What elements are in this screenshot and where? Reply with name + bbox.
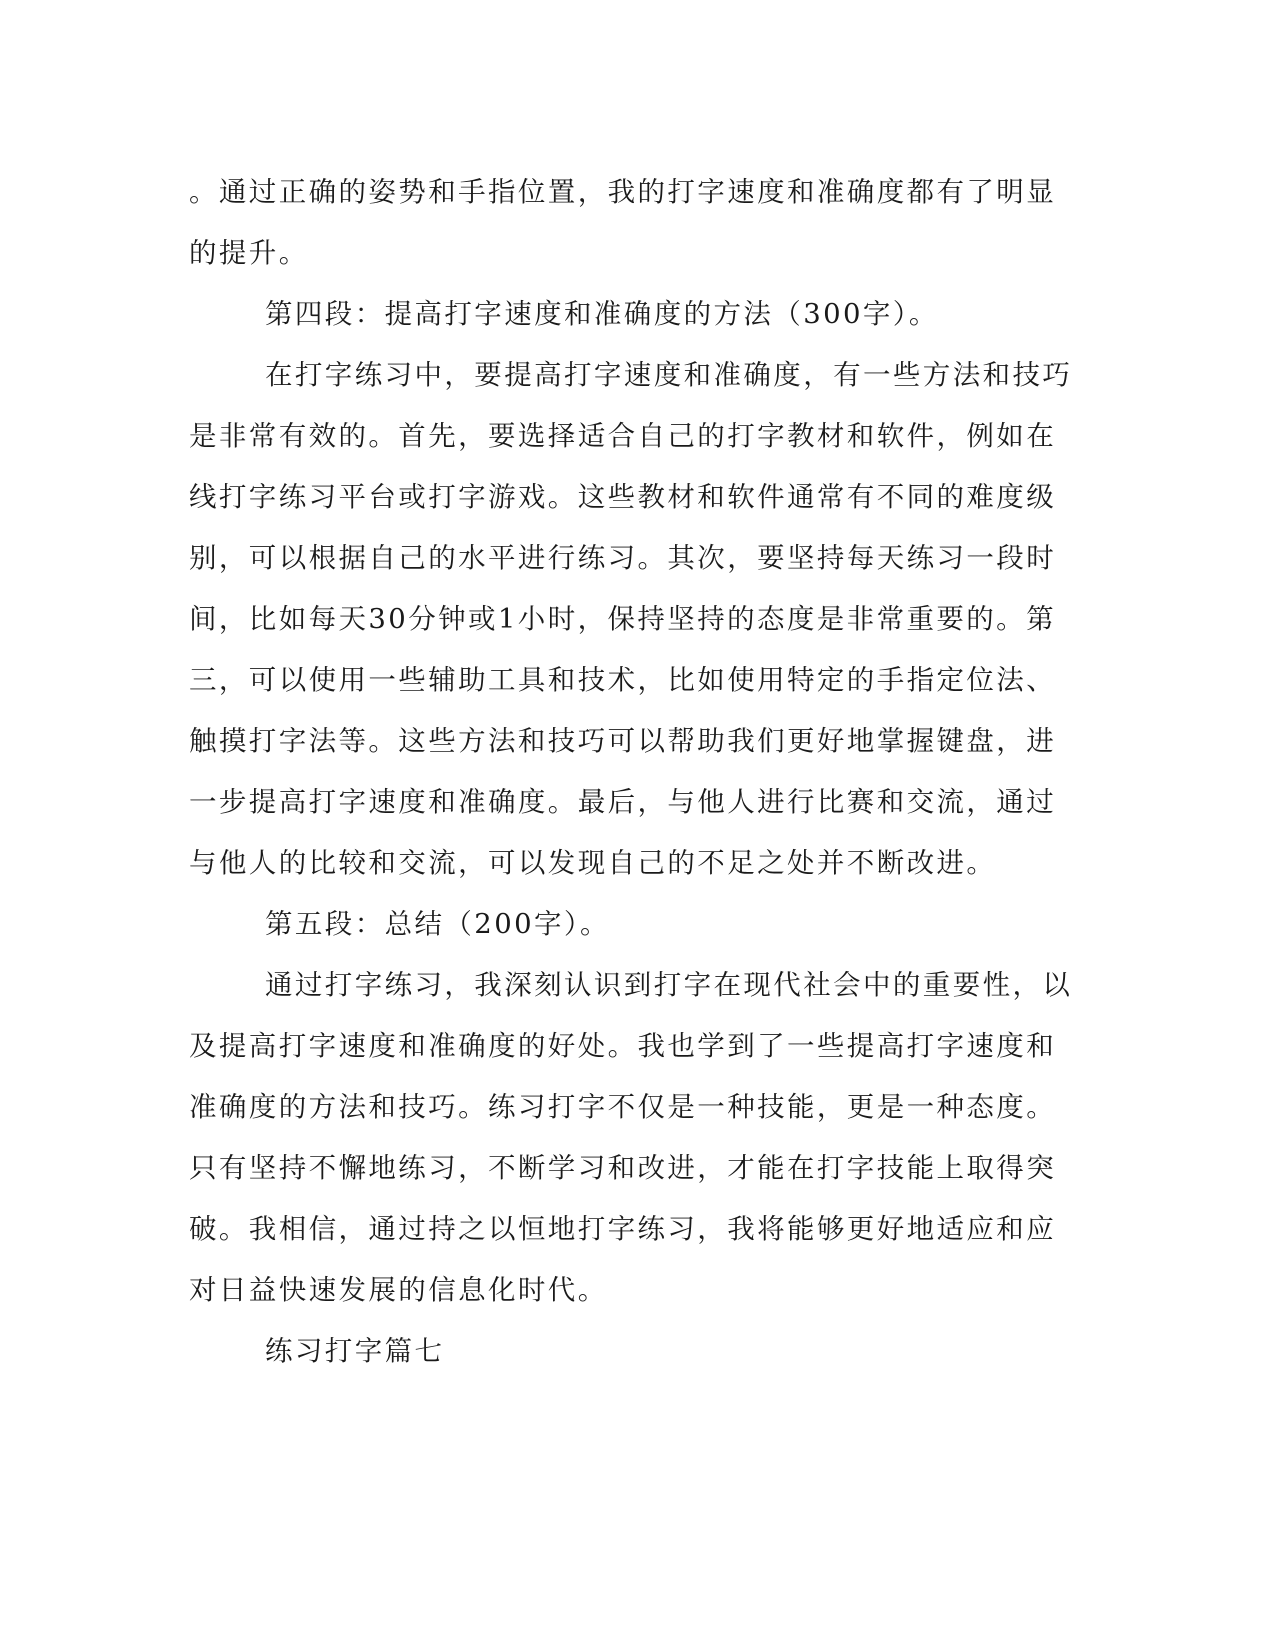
- section-heading-4: 第四段：提高打字速度和准确度的方法（300字）。: [265, 298, 939, 330]
- document-body: [189, 162, 1075, 1382]
- paragraph-summary: 通过打字练习，我深刻认识到打字在现代社会中的重要性，以及提高打字速度和准确度的好处。我也学到了一些提高打字速度和准确度的方法和技巧。练习打字不仅是一种技能，更是一种态度。只有坚持不懈地练习，不断学习和改进，才能在打字技能上取得突破。我相信，通过持之以恒地打字练习，我将能够更好地适应和应对日益快速发展的信息化时代。: [189, 969, 1073, 1306]
- paragraph-continuation: 。通过正确的姿势和手指位置，我的打字速度和准确度都有了明显的提升。: [189, 176, 1057, 269]
- section-heading-5: 第五段：总结（200字）。: [265, 908, 610, 940]
- article-title-7: 练习打字篇七: [265, 1335, 445, 1367]
- paragraph-methods: 在打字练习中，要提高打字速度和准确度，有一些方法和技巧是非常有效的。首先，要选择适合自己的打字教材和软件，例如在线打字练习平台或打字游戏。这些教材和软件通常有不同的难度级别，可以根据自己的水平进行练习。其次，要坚持每天练习一段时间，比如每天30分钟或1小时，保持坚持的态度是非常重要的。第三，可以使用一些辅助工具和技术，比如使用特定的手指定位法、触摸打字法等。这些方法和技巧可以帮助我们更好地掌握键盘，进一步提高打字速度和准确度。最后，与他人进行比赛和交流，通过与他人的比较和交流，可以发现自己的不足之处并不断改进。: [189, 359, 1073, 879]
